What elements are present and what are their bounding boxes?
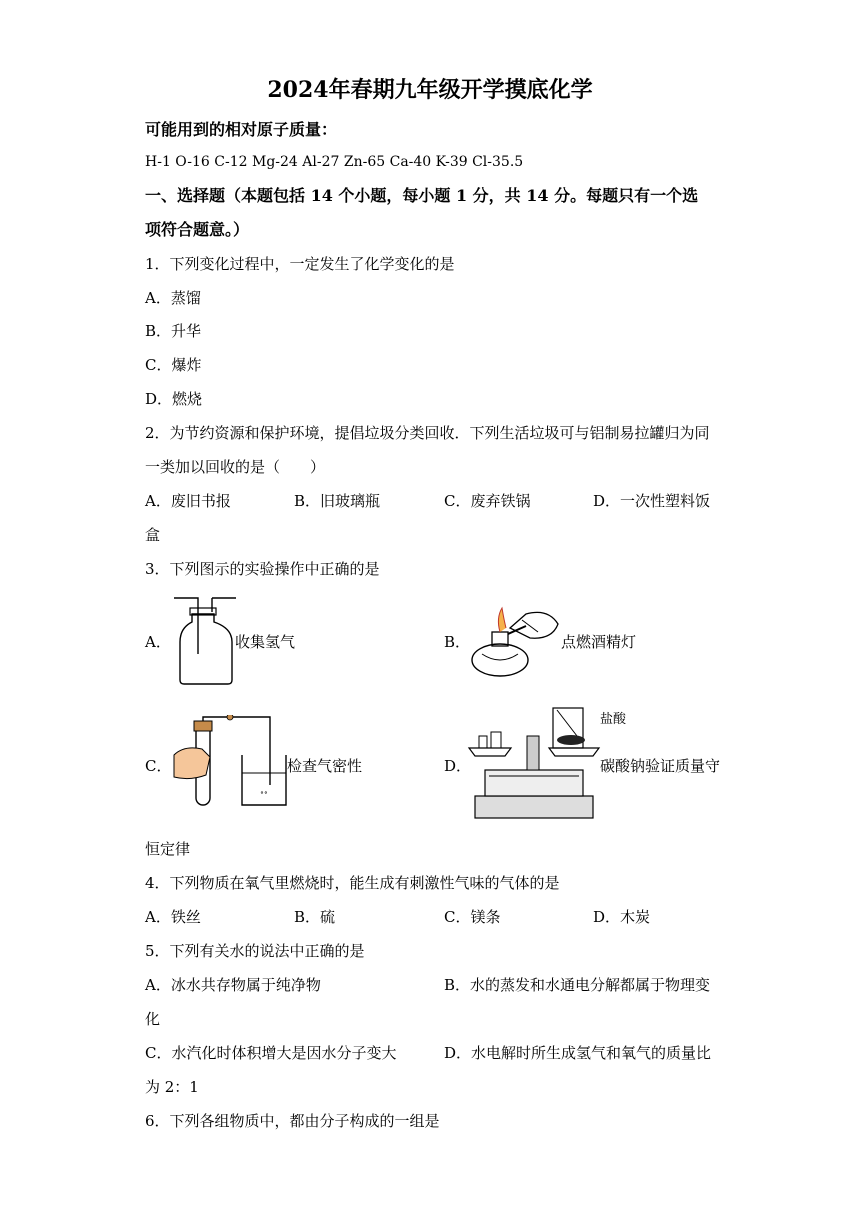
q3-option-d-text-main: 验证质量守 bbox=[645, 757, 721, 775]
q2-option-d: D．一次性塑料饭 bbox=[593, 492, 711, 510]
section-heading-line2: 项符合题意。） bbox=[145, 220, 250, 239]
q2-stem-line1: 2．为节约资源和保护环境，提倡垃圾分类回收．下列生活垃圾可与铝制易拉罐归为同 bbox=[145, 424, 710, 442]
svg-text:∘∘: ∘∘ bbox=[260, 788, 268, 797]
atomic-mass-list: H-1 O-16 C-12 Mg-24 Al-27 Zn-65 Ca-40 K-39 Cl-35.5 bbox=[145, 154, 524, 170]
q1-stem: 1．下列变化过程中，一定发生了化学变化的是 bbox=[145, 255, 455, 273]
q3-stem: 3．下列图示的实验操作中正确的是 bbox=[145, 560, 380, 578]
q5-option-b-continued: 化 bbox=[145, 1010, 161, 1028]
airtightness-check-figure bbox=[170, 715, 290, 811]
q4-option-a: A．铁丝 bbox=[145, 908, 201, 926]
q6-stem: 6．下列各组物质中，都由分子构成的一组是 bbox=[145, 1112, 440, 1130]
alcohol-lamp-figure bbox=[468, 598, 564, 682]
q3-option-c-text: 检查气密性 bbox=[287, 757, 363, 775]
atomic-mass-heading: 可能用到的相对原子质量： bbox=[145, 120, 338, 139]
q2-stem-line2: 一类加以回收的是（ ） bbox=[145, 458, 326, 476]
q2-option-b: B．旧玻璃瓶 bbox=[294, 492, 381, 510]
q5-option-d: D．水电解时所生成氢气和氧气的质量比 bbox=[444, 1044, 712, 1062]
q3-option-d-letter: D． bbox=[444, 757, 472, 775]
q3-option-d-continued: 恒定律 bbox=[145, 840, 191, 858]
q1-option-c: C．爆炸 bbox=[145, 356, 202, 374]
q5-option-d-continued: 为 2：1 bbox=[145, 1078, 199, 1096]
q3-option-b-text: 点燃酒精灯 bbox=[561, 633, 637, 651]
q3-option-a-text: 收集氢气 bbox=[235, 633, 296, 651]
q5-option-a: A．冰水共存物属于纯净物 bbox=[145, 976, 321, 994]
q2-option-a: A．废旧书报 bbox=[145, 492, 231, 510]
q2-option-d-continued: 盒 bbox=[145, 526, 161, 544]
balance-experiment-figure bbox=[465, 706, 603, 822]
q2-option-c: C．废弃铁锅 bbox=[444, 492, 531, 510]
q5-option-c: C．水汽化时体积增大是因水分子变大 bbox=[145, 1044, 397, 1062]
q1-option-d: D．燃烧 bbox=[145, 390, 203, 408]
q4-option-b: B．硫 bbox=[294, 908, 336, 926]
gas-collecting-bottle-figure bbox=[170, 592, 240, 687]
hydrochloric-acid-label: 盐酸 bbox=[600, 712, 627, 727]
q3-option-a-letter: A． bbox=[145, 633, 171, 651]
q4-stem: 4．下列物质在氧气里燃烧时，能生成有刺激性气味的气体的是 bbox=[145, 874, 560, 892]
exam-title: 2024年春期九年级开学摸底化学 bbox=[267, 77, 593, 103]
q3-option-b-letter: B． bbox=[444, 633, 471, 651]
q1-option-b: B．升华 bbox=[145, 322, 202, 340]
sodium-carbonate-label: 碳酸钠 bbox=[600, 757, 646, 775]
q1-option-a: A．蒸馏 bbox=[145, 289, 201, 307]
q3-option-d-text bbox=[600, 756, 720, 776]
q3-option-c-letter: C． bbox=[145, 757, 172, 775]
section-heading-line1: 一、选择题（本题包括 14 个小题，每小题 1 分，共 14 分。每题只有一个选 bbox=[145, 186, 699, 205]
q5-stem: 5．下列有关水的说法中正确的是 bbox=[145, 942, 365, 960]
q4-option-d: D．木炭 bbox=[593, 908, 651, 926]
q5-option-b: B．水的蒸发和水通电分解都属于物理变 bbox=[444, 976, 711, 994]
q4-option-c: C．镁条 bbox=[444, 908, 501, 926]
